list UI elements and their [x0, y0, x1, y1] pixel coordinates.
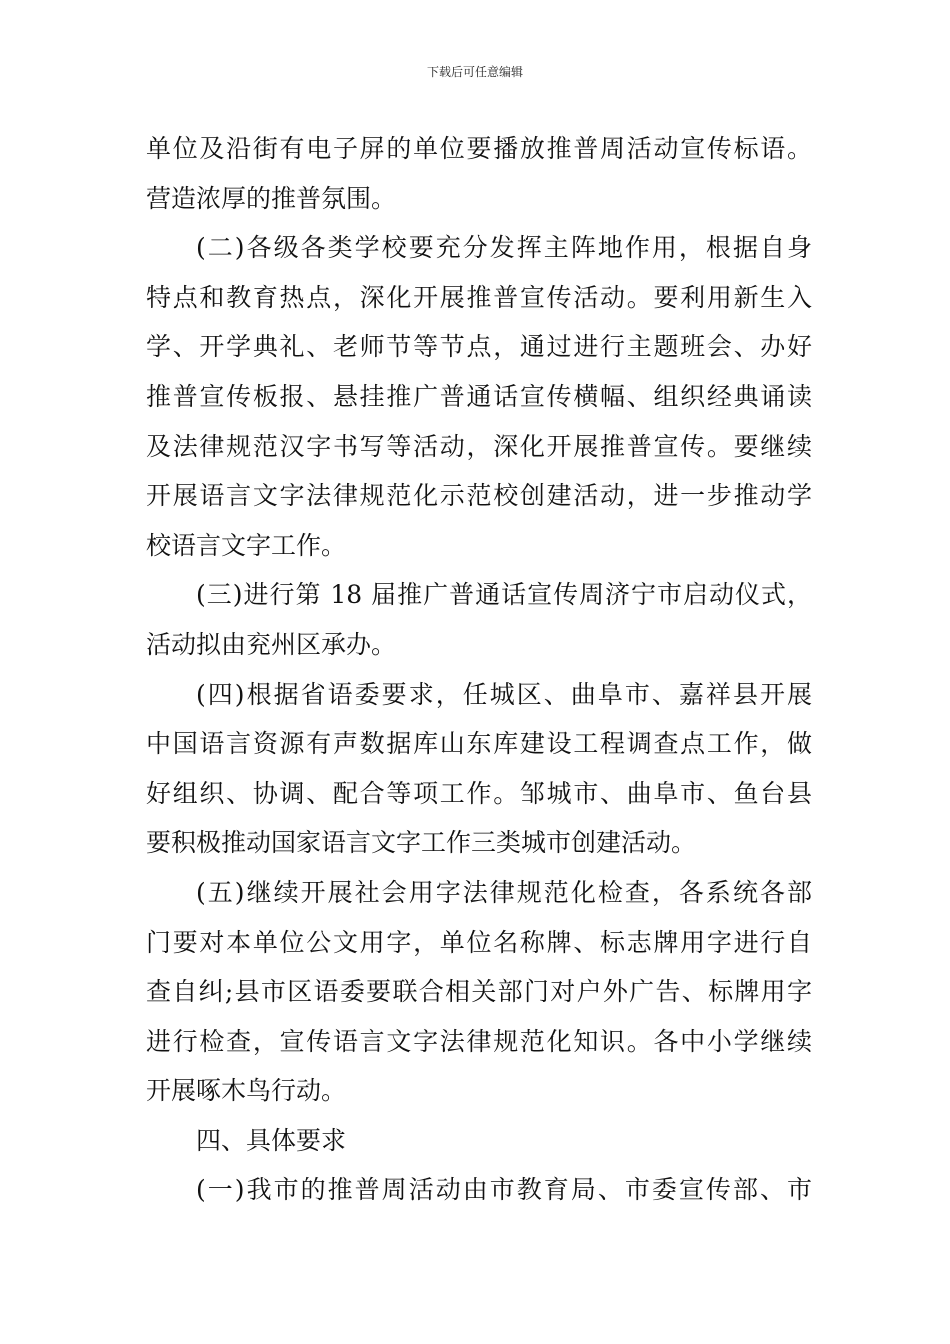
text-line-13: 中国语言资源有声数据库山东库建设工程调查点工作，做: [146, 729, 812, 759]
text-line-10: (三)进行第 18 届推广普通话宣传周济宁市启动仪式，: [196, 580, 812, 610]
text-line-16: (五)继续开展社会用字法律规范化检查，各系统各部: [196, 877, 812, 907]
page-header: 下载后可任意编辑: [426, 65, 523, 79]
text-line-20: 开展啄木鸟行动。: [146, 1076, 347, 1106]
text-line-14: 好组织、协调、配合等项工作。邹城市、曲阜市、鱼台县: [146, 778, 812, 808]
document-body: [146, 124, 812, 1215]
text-line-12: (四)根据省语委要求，任城区、曲阜市、嘉祥县开展: [196, 679, 812, 709]
text-line-3: (二)各级各类学校要充分发挥主阵地作用，根据自身: [196, 233, 812, 263]
text-line-9: 校语言文字工作。: [146, 530, 347, 560]
text-line-22: (一)我市的推普周活动由市教育局、市委宣传部、市: [196, 1175, 812, 1205]
section-heading: 四、具体要求: [196, 1125, 347, 1155]
text-line-5: 学、开学典礼、老师节等节点，通过进行主题班会、办好: [146, 332, 812, 362]
text-line-4: 特点和教育热点，深化开展推普宣传活动。要利用新生入: [146, 282, 812, 312]
text-line-18: 查自纠;县市区语委要联合相关部门对户外广告、标牌用字: [146, 977, 812, 1007]
text-line-15: 要积极推动国家语言文字工作三类城市创建活动。: [146, 828, 697, 858]
text-line-1: 单位及沿街有电子屏的单位要播放推普周活动宣传标语。: [146, 134, 812, 163]
text-line-2: 营造浓厚的推普氛围。: [146, 183, 397, 213]
text-line-8: 开展语言文字法律规范化示范校创建活动，进一步推动学: [146, 481, 812, 511]
text-line-7: 及法律规范汉字书写等活动，深化开展推普宣传。要继续: [146, 431, 812, 461]
text-line-11: 活动拟由兖州区承办。: [146, 629, 397, 659]
text-line-17: 门要对本单位公文用字，单位名称牌、标志牌用字进行自: [146, 927, 812, 957]
text-line-6: 推普宣传板报、悬挂推广普通话宣传横幅、组织经典诵读: [146, 381, 812, 411]
text-line-19: 进行检查，宣传语言文字法律规范化知识。各中小学继续: [146, 1026, 812, 1056]
